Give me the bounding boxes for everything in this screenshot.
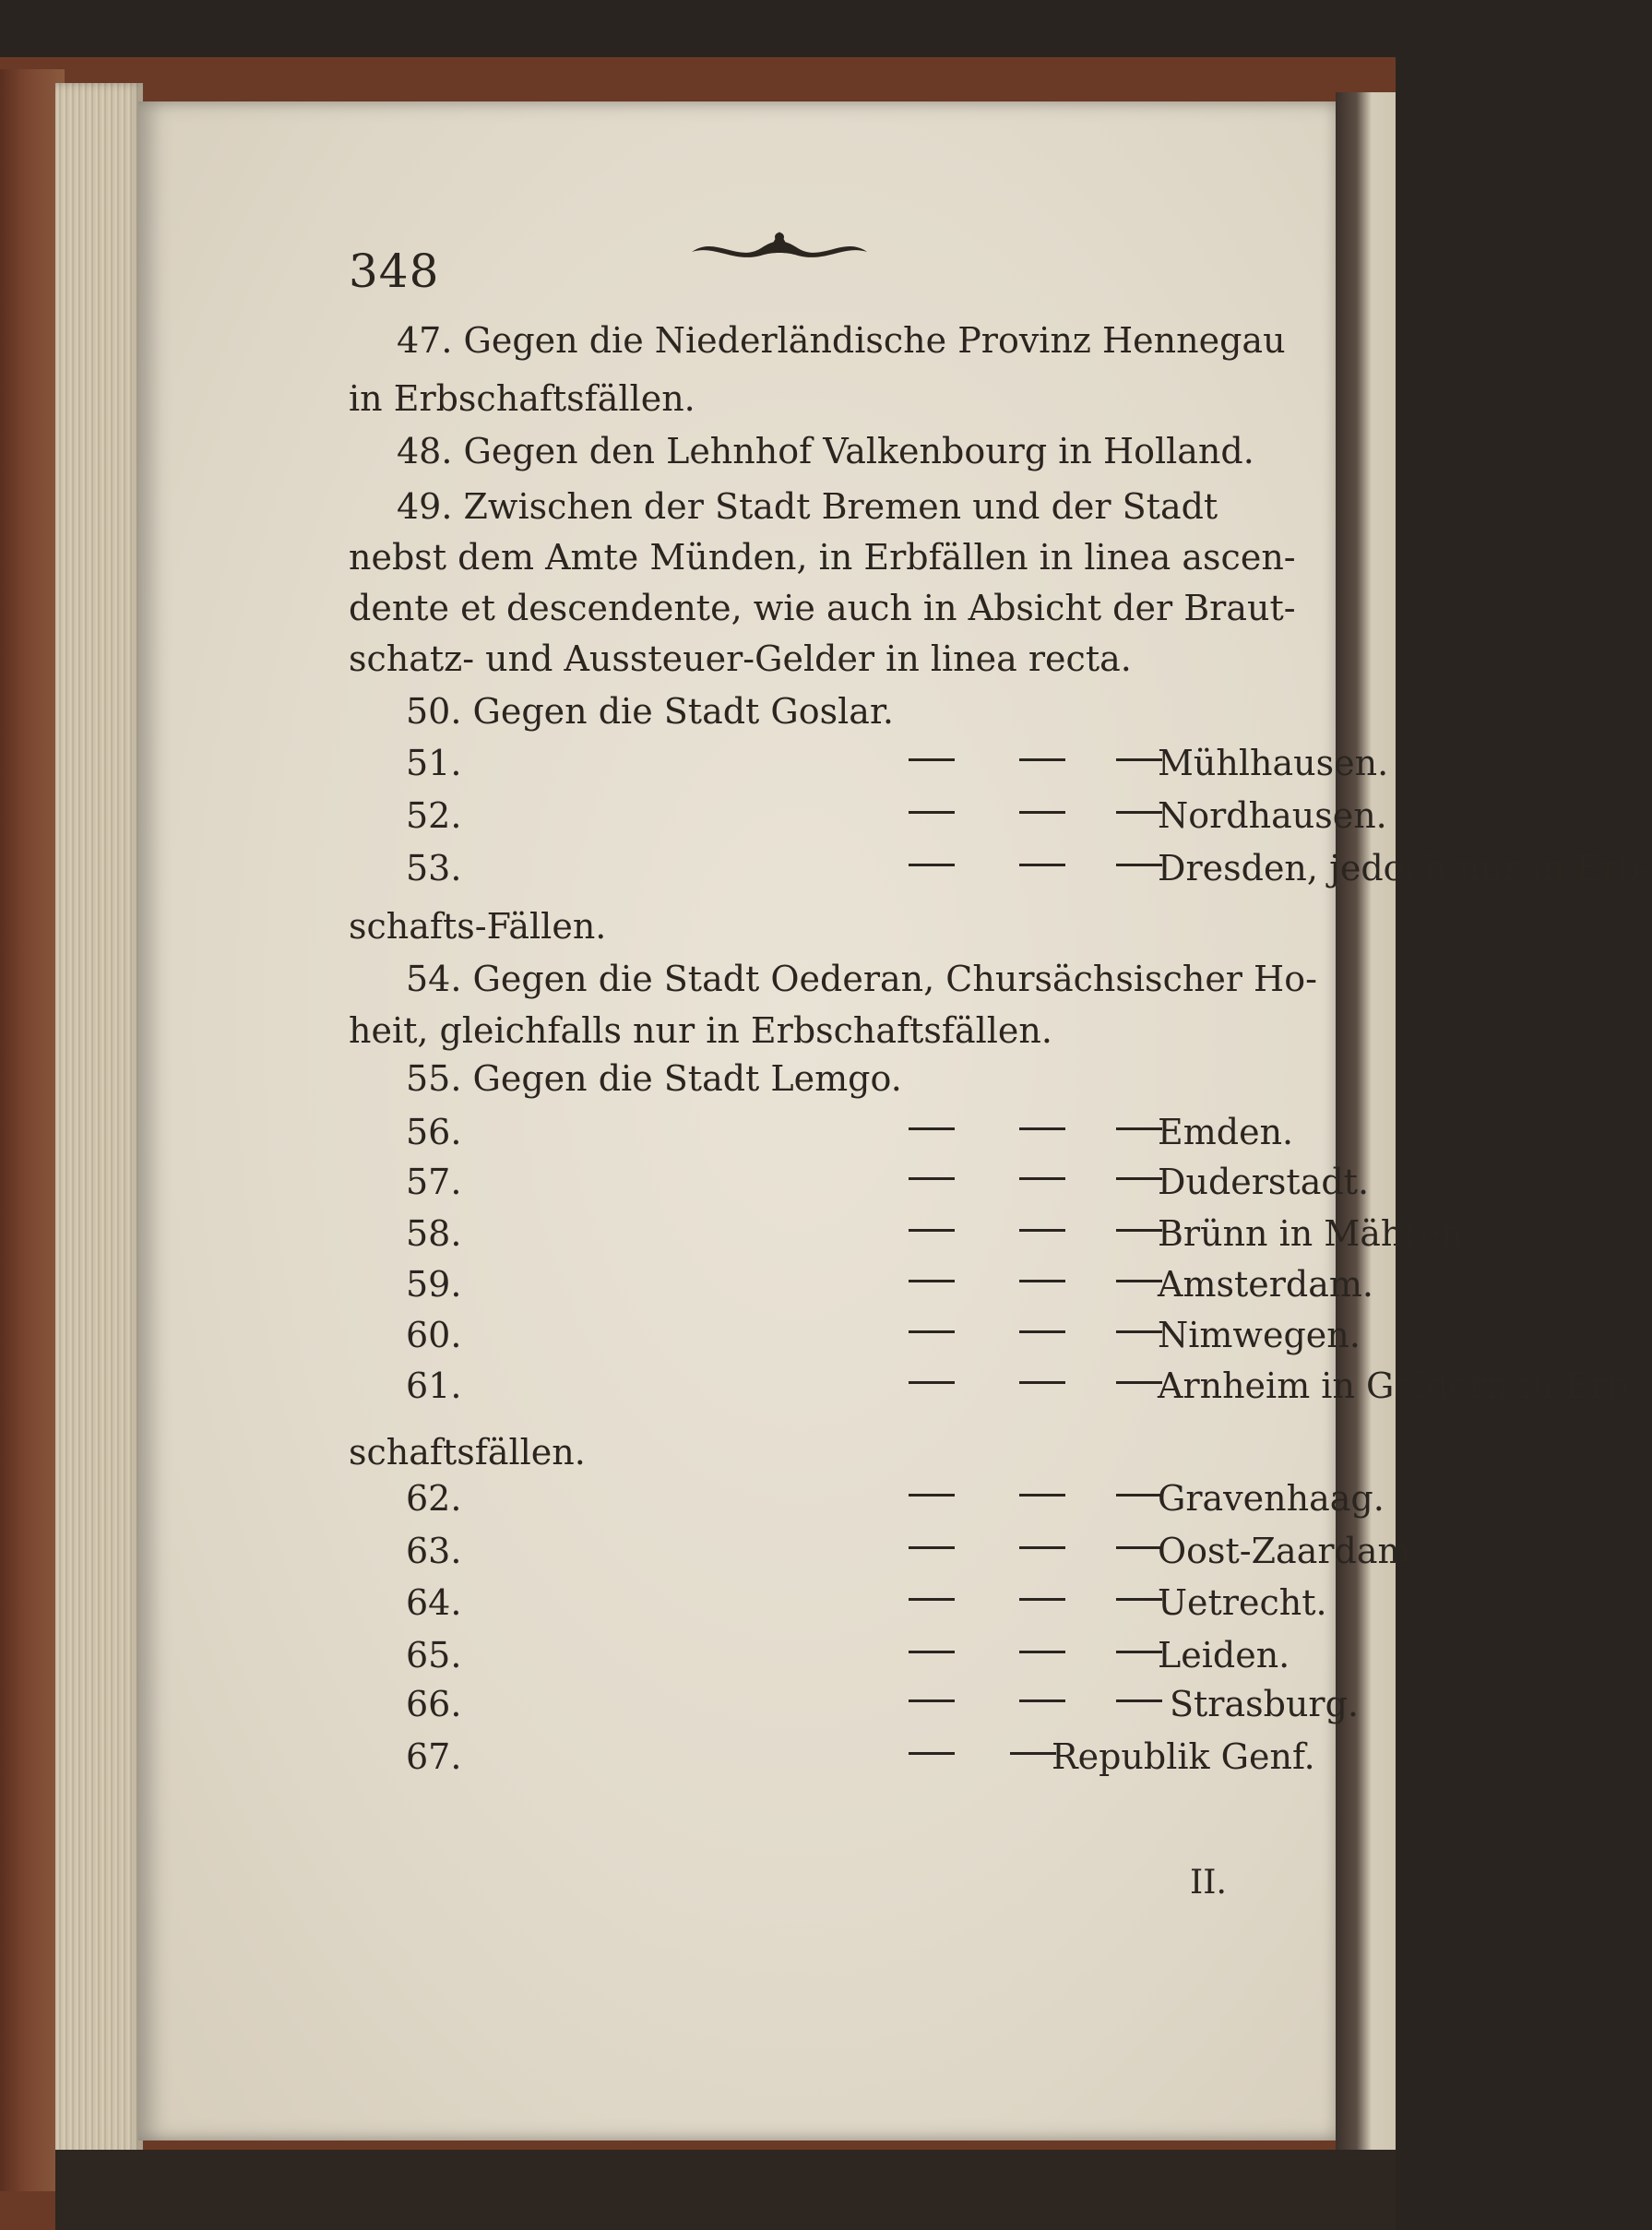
book-bottom-edge <box>55 2150 1396 2230</box>
text-line-50: 50. Gegen die Stadt Goslar. <box>406 691 895 732</box>
entry-number: 67. <box>406 1736 462 1777</box>
text-line-47b: in Erbschaftsfällen. <box>349 378 695 419</box>
text-line-54b: heit, gleichfalls nur in Erbschaftsfällen. <box>349 1010 1052 1051</box>
list-item-57 <box>406 1162 1370 1202</box>
entry-number: 57. <box>406 1162 462 1202</box>
place-name: Gravenhaag. <box>1158 1478 1385 1519</box>
list-item-66 <box>406 1684 1359 1724</box>
list-item-51 <box>406 743 1389 783</box>
entry-number: 66. <box>406 1684 462 1724</box>
place-name: Amsterdam. <box>1158 1264 1373 1305</box>
place-name: Republik Genf. <box>1052 1736 1315 1777</box>
list-item-59 <box>406 1264 1373 1305</box>
text-line-61b: schaftsfällen. <box>349 1432 586 1473</box>
fleuron-ornament-icon <box>687 226 872 272</box>
list-item-64 <box>406 1582 1328 1623</box>
text-line-48: 48. Gegen den Lehnhof Valkenbourg in Holland. <box>397 431 1254 471</box>
entry-number: 58. <box>406 1213 462 1254</box>
list-item-65 <box>406 1635 1328 1675</box>
place-name: Emden. <box>1158 1112 1294 1152</box>
place-name: Duderstadt. <box>1158 1162 1370 1202</box>
book-gutter <box>1336 92 1396 2150</box>
entry-number: 60. <box>406 1315 462 1355</box>
entry-number: 59. <box>406 1264 462 1305</box>
text-line-55: 55. Gegen die Stadt Lemgo. <box>406 1058 902 1099</box>
list-item-60 <box>406 1315 1361 1355</box>
place-name: Dresden, jedoch nur in Erb- <box>1158 848 1652 888</box>
place-name: Uetrecht. <box>1158 1582 1327 1623</box>
list-item-52 <box>406 795 1387 836</box>
text-line-53b: schafts-Fällen. <box>349 906 607 947</box>
place-name: Leiden. <box>1158 1635 1290 1675</box>
text-line-49a: 49. Zwischen der Stadt Bremen und der Stadt <box>397 486 1218 527</box>
list-item-63 <box>406 1531 1422 1571</box>
place-name: Oost-Zaardam. <box>1158 1531 1422 1571</box>
entry-number: 51. <box>406 743 462 783</box>
entry-number: 56. <box>406 1112 462 1152</box>
list-item-62 <box>406 1478 1385 1519</box>
text-line-49b: nebst dem Amte Münden, in Erbfällen in linea ascen- <box>349 537 1296 578</box>
entry-number: 62. <box>406 1478 462 1519</box>
catchword: II. <box>1190 1864 1227 1902</box>
entry-number: 63. <box>406 1531 462 1571</box>
place-name: Nordhausen. <box>1158 795 1387 836</box>
page-edges <box>55 83 143 2168</box>
text-line-49d: schatz- und Aussteuer-Gelder in linea recta. <box>349 638 1132 679</box>
list-item-67 <box>406 1736 1328 1777</box>
place-name: Brünn in Mähren. <box>1158 1213 1475 1254</box>
entry-number: 61. <box>406 1365 462 1406</box>
text-line-49c: dente et descendente, wie auch in Absicht der Braut- <box>349 588 1296 628</box>
place-name: Nimwegen. <box>1158 1315 1361 1355</box>
entry-number: 65. <box>406 1635 462 1675</box>
entry-number: 64. <box>406 1582 462 1623</box>
list-item-61 <box>406 1365 1642 1406</box>
place-name: Mühlhausen. <box>1158 743 1389 783</box>
place-name: Arnheim in Geldern in Erb- <box>1158 1365 1642 1406</box>
list-item-58 <box>406 1213 1475 1254</box>
entry-number: 52. <box>406 795 462 836</box>
entry-number: 53. <box>406 848 462 888</box>
list-item-53 <box>406 848 1652 888</box>
text-line-47a: 47. Gegen die Niederländische Provinz Hennegau <box>397 320 1286 361</box>
place-name: Strasburg. <box>1170 1684 1359 1724</box>
text-line-54a: 54. Gegen die Stadt Oederan, Chursächsischer Ho- <box>406 959 1317 999</box>
list-item-56 <box>406 1112 1328 1152</box>
page-number: 348 <box>349 244 440 298</box>
